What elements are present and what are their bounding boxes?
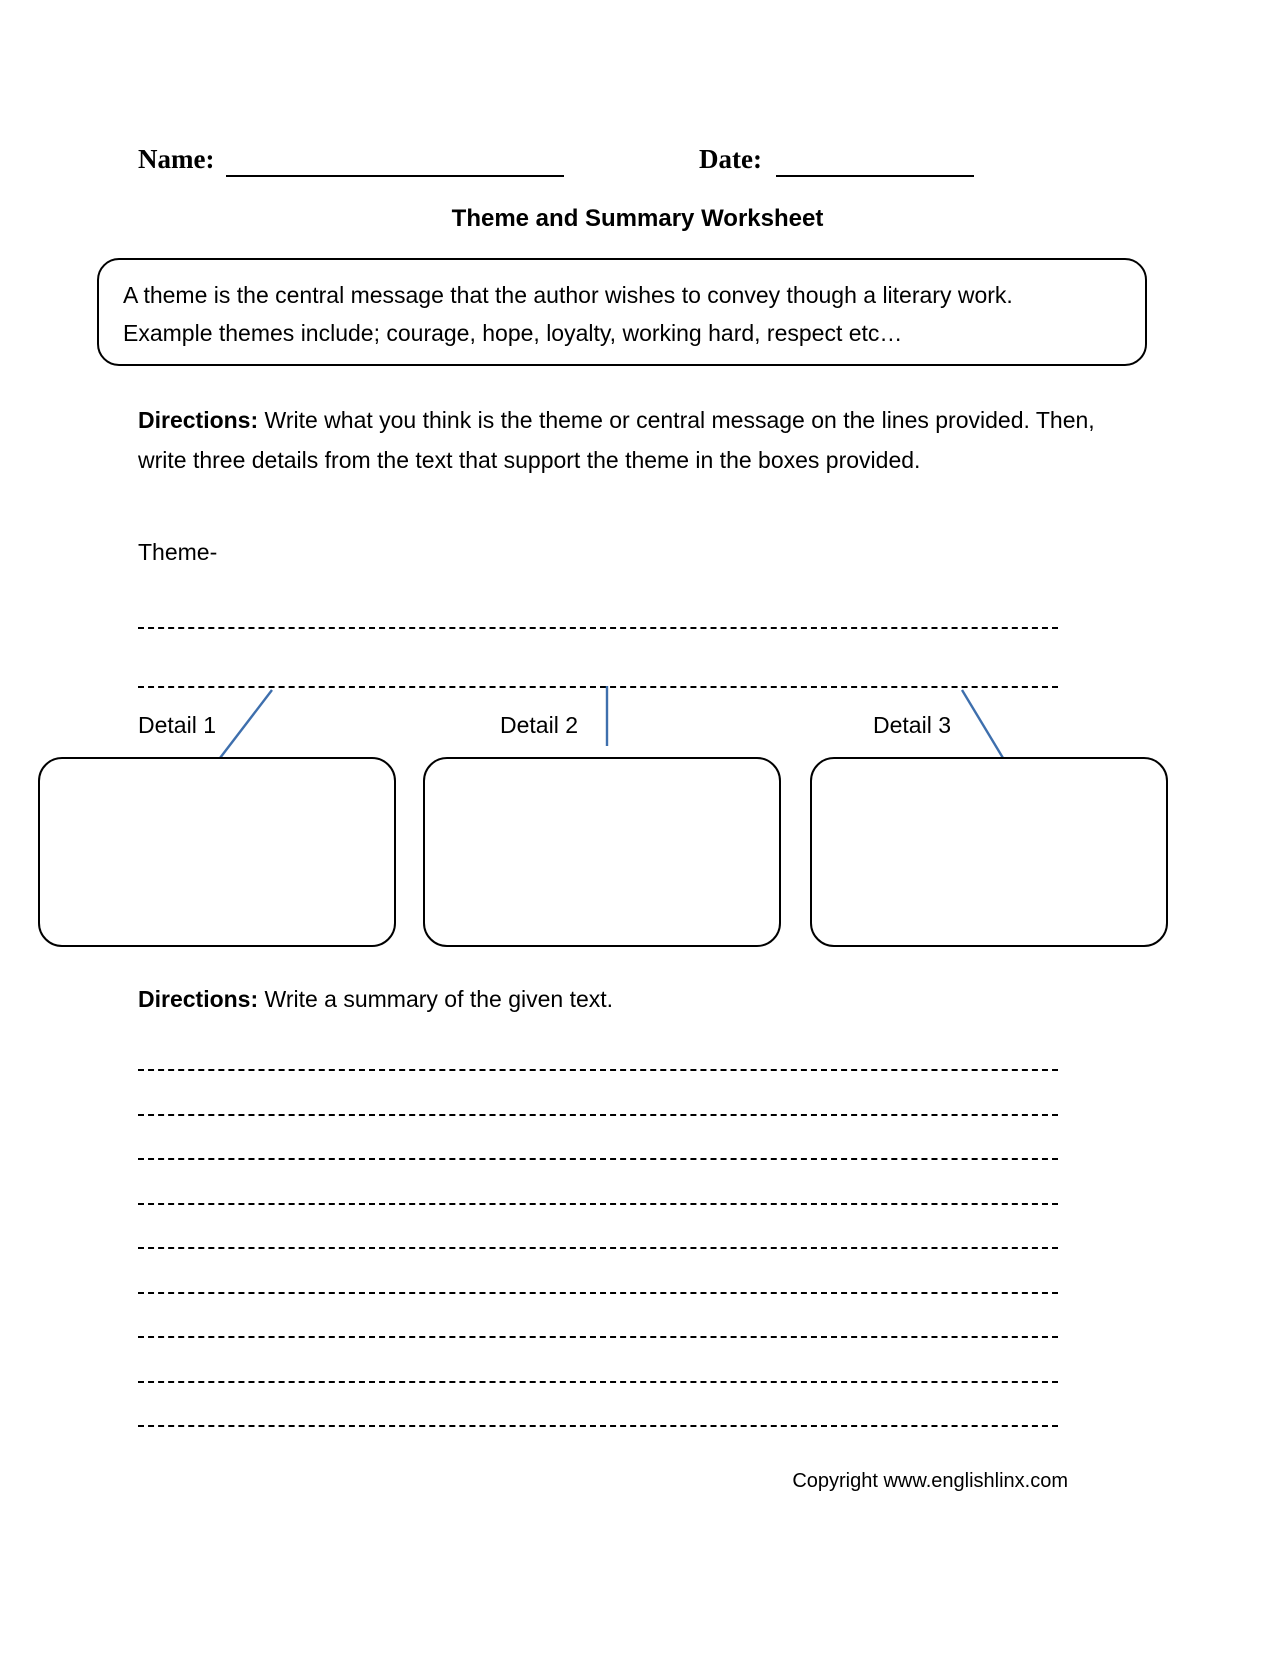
copyright-notice: Copyright www.englishlinx.com xyxy=(792,1470,1068,1492)
detail-3-label: Detail 3 xyxy=(873,712,951,738)
summary-answer-line-4[interactable] xyxy=(138,1203,1058,1205)
definition-box xyxy=(97,258,1147,366)
detail-3-box[interactable] xyxy=(810,757,1168,947)
theme-prompt-label: Theme- xyxy=(138,539,218,565)
summary-answer-line-8[interactable] xyxy=(138,1381,1058,1383)
summary-answer-line-2[interactable] xyxy=(138,1114,1058,1116)
directions-theme-lead: Directions: xyxy=(138,407,259,433)
theme-answer-line-1[interactable] xyxy=(138,627,1058,629)
summary-answer-line-1[interactable] xyxy=(138,1069,1058,1071)
summary-answer-line-9[interactable] xyxy=(138,1425,1058,1427)
directions-summary xyxy=(138,983,613,1015)
name-blank-line[interactable] xyxy=(226,175,564,177)
date-label: Date: xyxy=(699,144,762,174)
summary-answer-line-6[interactable] xyxy=(138,1292,1058,1294)
detail-2-box[interactable] xyxy=(423,757,781,947)
directions-theme-text: Write what you think is the theme or central message on the lines provided. Then, write three details from the text that support the theme in the boxes provided. xyxy=(138,407,1095,473)
summary-answer-line-7[interactable] xyxy=(138,1336,1058,1338)
date-blank-line[interactable] xyxy=(776,175,974,177)
detail-2-label: Detail 2 xyxy=(500,712,578,738)
summary-answer-line-3[interactable] xyxy=(138,1158,1058,1160)
detail-1-box[interactable] xyxy=(38,757,396,947)
page-title: Theme and Summary Worksheet xyxy=(451,205,824,232)
directions-summary-text: Write a summary of the given text. xyxy=(258,986,614,1012)
directions-summary-lead: Directions: xyxy=(138,986,259,1012)
header-row xyxy=(138,140,1138,186)
directions-theme xyxy=(138,400,1098,480)
detail-1-label: Detail 1 xyxy=(138,712,216,738)
name-label: Name: xyxy=(138,144,215,174)
definition-line-2: Example themes include; courage, hope, loyalty, working hard, respect etc… xyxy=(123,320,903,346)
definition-line-1: A theme is the central message that the author wishes to convey though a literary work. xyxy=(123,282,1013,308)
summary-answer-line-5[interactable] xyxy=(138,1247,1058,1249)
